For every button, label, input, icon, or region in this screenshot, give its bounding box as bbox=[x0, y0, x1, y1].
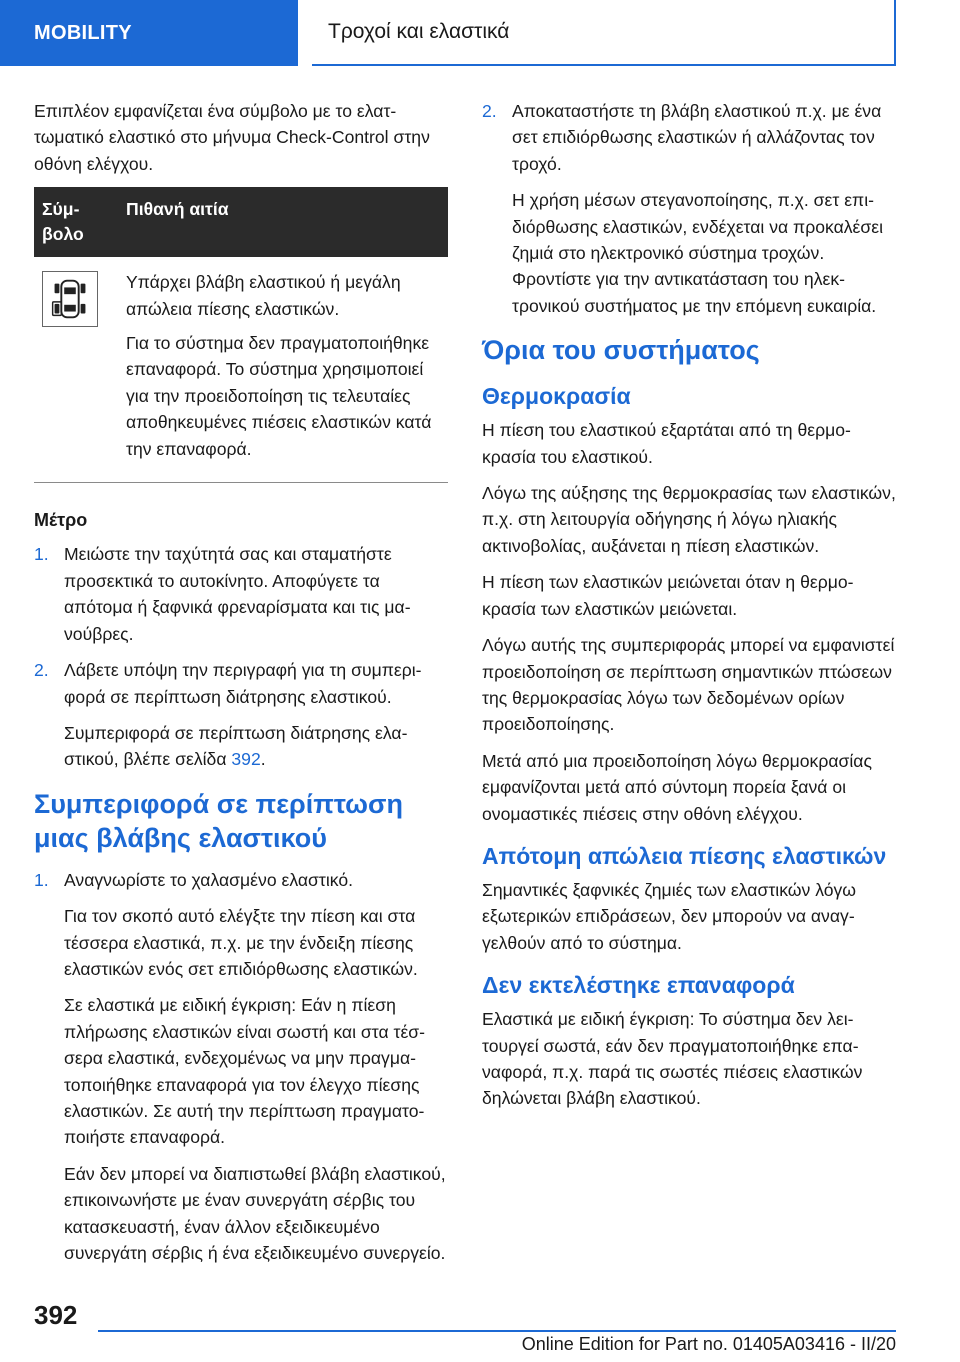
paragraph: Ελαστικά με ειδική έγκριση: Το σύστημα δεν λειτουργεί σωστά, εάν δεν πραγματοποιήθηκε επαναφορά, π.χ. παρά τις σωστές πιέσεις ελαστικών δηλώνεται βλάβη ελαστικού. bbox=[482, 1009, 863, 1109]
list-item bbox=[482, 98, 896, 177]
page-number: 392 bbox=[34, 1300, 78, 1330]
heading-temperature: Θερμοκρασία bbox=[482, 383, 631, 410]
list-item bbox=[34, 867, 448, 893]
left-column bbox=[34, 98, 448, 1276]
symbol-cell bbox=[34, 257, 118, 482]
heading-no-reset: Δεν εκτελέστηκε επαναφορά bbox=[482, 972, 795, 999]
page-header bbox=[0, 0, 960, 66]
table-header-cause: Πιθανή αιτία bbox=[118, 187, 448, 257]
paragraph: Μετά από μια προειδοποίηση λόγω θερμοκρασίας εμφανίζονται μετά από σύντομη πορεία ξανά οι ονομαστικές πιέσεις στην οθόνη ελέγχου. bbox=[482, 750, 872, 824]
paragraph: Λόγω αυτής της συμπεριφοράς μπορεί να εμφανιστεί προειδοποίηση σε περίπτωση σημαντικών πτώσεων της θερμοκρασίας λόγω των δεδομένων ορίων προειδοποίησης. bbox=[482, 635, 895, 735]
section-tab: MOBILITY bbox=[0, 0, 298, 66]
footer-divider bbox=[98, 1330, 896, 1332]
table-header-symbol: Σύμβολο bbox=[34, 187, 118, 257]
cause-text-2: Για το σύστημα δεν πραγματοποιήθηκε επαναφορά. Το σύστημα χρησιμοποιεί για την προειδοποίηση τις τελευταίες αποθηκευμένες πιέσεις ελαστικών κατά την επαναφορά. bbox=[126, 333, 432, 459]
page-link[interactable]: 392 bbox=[231, 749, 261, 770]
step-number: 2. bbox=[34, 660, 49, 681]
heading-system-limits: Όρια του συστήματος bbox=[482, 335, 760, 366]
paragraph: Λόγω της αύξησης της θερμοκρασίας των ελαστικών, π.χ. στη λειτουργία οδήγησης ή λόγω ηλιακής ακτινοβολίας, αυξάνεται η πίεση ελαστικών. bbox=[482, 483, 896, 556]
table-row bbox=[34, 257, 448, 482]
chapter-title: Τροχοί και ελαστικά bbox=[312, 0, 896, 66]
step-number: 1. bbox=[34, 544, 49, 565]
edition-footer: Online Edition for Part no. 01405A03416 - II/20 bbox=[521, 1334, 896, 1354]
tire-pressure-car-icon bbox=[42, 271, 98, 327]
heading-tire-damage-behavior: Συμπεριφορά σε περίπτωση μιας βλάβης ελαστικού bbox=[34, 788, 403, 853]
step-number: 2. bbox=[482, 101, 497, 121]
paragraph: Σημαντικές ξαφνικές ζημιές των ελαστικών λόγω εξωτερικών επιδράσεων, δεν μπορούν να αναγγελθούν από το σύστημα. bbox=[482, 879, 857, 953]
step-detail: Η χρήση μέσων στεγανοποίησης, π.χ. σετ επιδιόρθωσης ελαστικών, ενδέχεται να προκαλέσει ζημιά στο ηλεκτρονικό σύστημα τροχών. Φροντίστε για την αντικατάσταση του ηλεκτρονικού συστήματος με την επόμενη ευκαιρία. bbox=[512, 190, 883, 316]
symbol-table bbox=[34, 187, 448, 483]
right-column bbox=[482, 98, 896, 1122]
cause-cell bbox=[118, 257, 448, 482]
step-text: Αναγνωρίστε το χαλασμένο ελαστικό. bbox=[64, 869, 354, 890]
reference-end: . bbox=[260, 749, 266, 770]
paragraph: Η πίεση των ελαστικών μειώνεται όταν η θερμοκρασία των ελαστικών μειώνεται. bbox=[482, 572, 854, 619]
step-text: Αποκαταστήστε τη βλάβη ελαστικού π.χ. με ένα σετ επιδιόρθωσης ελαστικών ή αλλάζοντας τον τροχό. bbox=[512, 101, 882, 174]
measures-heading: Μέτρο bbox=[34, 510, 88, 531]
paragraph: Η πίεση του ελαστικού εξαρτάται από τη θερμοκρασία του ελαστικού. bbox=[482, 420, 851, 467]
intro-paragraph: Επιπλέον εμφανίζεται ένα σύμβολο με το ελαττωματικό ελαστικό στο μήνυμα Check-Control στην οθόνη ελέγχου. bbox=[34, 101, 430, 174]
reference-text: Συμπεριφορά σε περίπτωση διάτρησης ελαστικού, βλέπε σελίδα bbox=[64, 722, 408, 770]
step-text: Μειώστε την ταχύτητά σας και σταματήστε προσεκτικά το αυτοκίνητο. Αποφύγετε τα απότομα ή ξαφνικά φρεναρίσματα και τις μανούβρες. bbox=[64, 544, 411, 644]
list-item bbox=[34, 541, 448, 647]
step-detail: Σε ελαστικά με ειδική έγκριση: Εάν η πίεση πλήρωσης ελαστικών είναι σωστή και στα τέσσερα ελαστικά, ενδεχομένως να μην πραγματοποιήθηκε επαναφορά για τον έλεγχο πίεσης ελαστικών. Σε αυτή την περίπτωση πραγματοποιήστε επαναφορά. bbox=[64, 995, 426, 1148]
heading-sudden-pressure-loss: Απότομη απώλεια πίεσης ελαστικών bbox=[482, 842, 887, 869]
step-text: Λάβετε υπόψη την περιγραφή για τη συμπεριφορά σε περίπτωση διάτρησης ελαστικού. bbox=[64, 660, 422, 707]
list-item bbox=[34, 657, 448, 710]
step-detail: Για τον σκοπό αυτό ελέγξτε την πίεση και στα τέσσερα ελαστικά, π.χ. με την ένδειξη πίεσης ελαστικών ενός σετ επιδιόρθωσης ελαστικών. bbox=[64, 906, 418, 979]
cause-text-1: Υπάρχει βλάβη ελαστικού ή μεγάλη απώλεια πίεσης ελαστικών. bbox=[126, 272, 401, 319]
step-detail: Εάν δεν μπορεί να διαπιστωθεί βλάβη ελαστικού, επικοινωνήστε με έναν συνεργάτη σέρβις του κατασκευαστή, έναν άλλον εξειδικευμένο συνεργάτη σέρβις ή ένα εξειδικευμένο συνεργείο. bbox=[64, 1163, 446, 1263]
step-number: 1. bbox=[34, 869, 49, 890]
page-reference bbox=[34, 720, 448, 773]
